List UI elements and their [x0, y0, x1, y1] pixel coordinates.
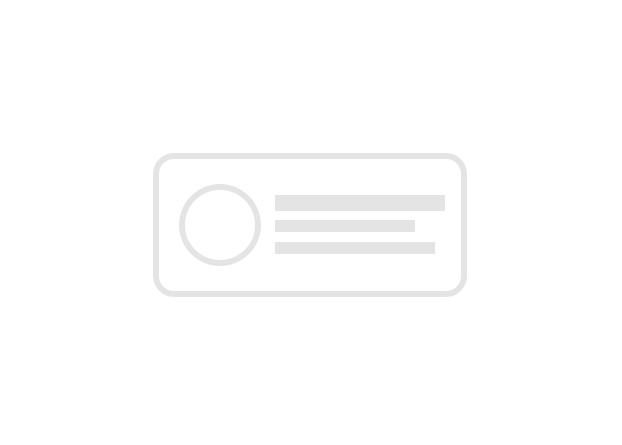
notice-line	[10, 193, 612, 214]
notice-body	[10, 28, 612, 445]
notice-line	[10, 419, 612, 440]
notice-line	[10, 399, 612, 420]
notice-line	[10, 49, 612, 70]
notice-line	[10, 358, 612, 379]
notice-line	[10, 28, 612, 49]
notice-title	[10, 6, 612, 26]
notice-line	[10, 337, 612, 358]
notice-line	[10, 316, 612, 337]
notice-line	[10, 90, 612, 111]
notice-line	[10, 110, 612, 131]
notice-line	[10, 296, 612, 317]
notice-line	[10, 440, 612, 445]
notice-line	[10, 255, 612, 276]
notice-line	[10, 275, 612, 296]
notice-line	[10, 378, 612, 399]
notice-line	[10, 69, 612, 90]
notice-line	[10, 172, 612, 193]
notice-line	[10, 152, 612, 173]
notice-line	[10, 234, 612, 255]
notice-line	[10, 131, 612, 152]
notice-line	[10, 213, 612, 234]
